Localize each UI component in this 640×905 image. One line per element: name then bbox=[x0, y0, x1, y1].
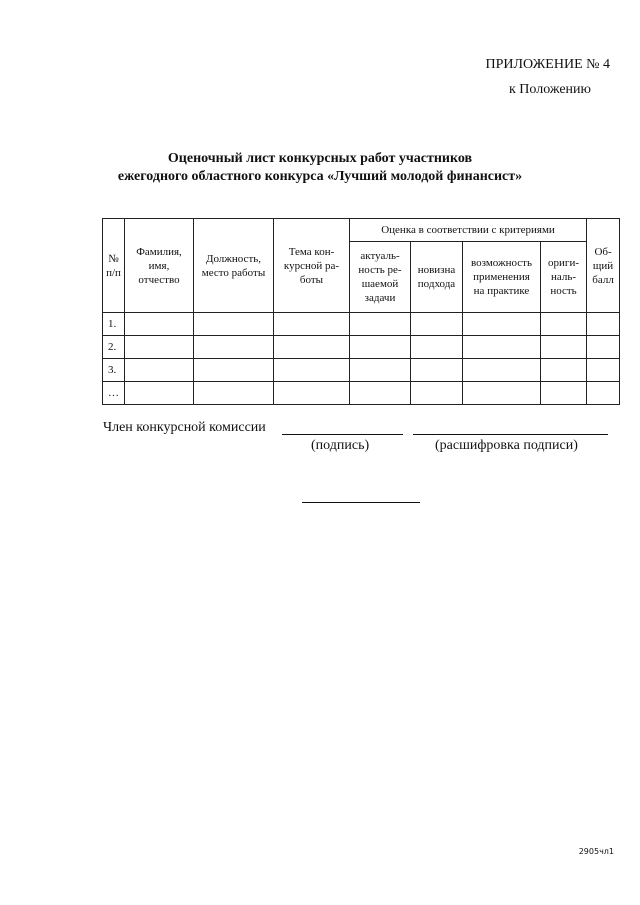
table-row bbox=[103, 382, 620, 405]
evaluation-table bbox=[102, 218, 620, 405]
cell-novelty bbox=[411, 313, 463, 336]
cell-relevance bbox=[350, 313, 411, 336]
document-code: 2905чл1 bbox=[578, 847, 614, 856]
cell-relevance bbox=[350, 359, 411, 382]
cell-originality bbox=[541, 359, 587, 382]
document-title bbox=[0, 150, 640, 186]
cell-total bbox=[587, 359, 620, 382]
cell-novelty bbox=[411, 382, 463, 405]
col-header-relevance: актуаль- ность ре- шаемой задачи bbox=[350, 242, 411, 313]
cell-total bbox=[587, 313, 620, 336]
row-number: … bbox=[103, 382, 125, 405]
cell-applicability bbox=[463, 313, 541, 336]
cell-fullname bbox=[125, 336, 194, 359]
col-header-number: № п/п bbox=[103, 219, 125, 313]
cell-novelty bbox=[411, 359, 463, 382]
table-row bbox=[103, 336, 620, 359]
cell-originality bbox=[541, 313, 587, 336]
cell-position bbox=[194, 313, 274, 336]
cell-position bbox=[194, 382, 274, 405]
cell-relevance bbox=[350, 382, 411, 405]
cell-fullname bbox=[125, 359, 194, 382]
cell-topic bbox=[274, 382, 350, 405]
cell-position bbox=[194, 336, 274, 359]
title-line-1: Оценочный лист конкурсных работ участников bbox=[167, 151, 473, 166]
cell-fullname bbox=[125, 313, 194, 336]
cell-applicability bbox=[463, 359, 541, 382]
signature-caption: (подпись) bbox=[311, 438, 370, 453]
row-number: 3. bbox=[103, 359, 125, 382]
col-header-position: Должность, место работы bbox=[194, 219, 274, 313]
cell-topic bbox=[274, 359, 350, 382]
cell-applicability bbox=[463, 382, 541, 405]
col-header-fullname: Фамилия, имя, отчество bbox=[125, 219, 194, 313]
title-line-2: ежегодного областного конкурса «Лучший молодой финансист» bbox=[117, 169, 523, 184]
cell-total bbox=[587, 382, 620, 405]
closing-rule bbox=[302, 502, 420, 503]
cell-applicability bbox=[463, 336, 541, 359]
signature-line bbox=[282, 434, 403, 435]
cell-fullname bbox=[125, 382, 194, 405]
decoding-line bbox=[413, 434, 608, 435]
col-header-originality: ориги- наль- ность bbox=[541, 242, 587, 313]
cell-topic bbox=[274, 336, 350, 359]
cell-topic bbox=[274, 313, 350, 336]
table-row bbox=[103, 313, 620, 336]
commission-member-label: Член конкурсной комиссии bbox=[103, 420, 266, 435]
cell-originality bbox=[541, 336, 587, 359]
decoding-caption: (расшифровка подписи) bbox=[435, 438, 578, 453]
col-header-topic: Тема кон- курсной ра- боты bbox=[274, 219, 350, 313]
appendix-number: ПРИЛОЖЕНИЕ № 4 bbox=[485, 57, 610, 72]
cell-novelty bbox=[411, 336, 463, 359]
col-header-applicability: возможность применения на практике bbox=[463, 242, 541, 313]
col-header-novelty: новизна подхода bbox=[411, 242, 463, 313]
row-number: 2. bbox=[103, 336, 125, 359]
table-row bbox=[103, 359, 620, 382]
cell-position bbox=[194, 359, 274, 382]
appendix-reference: к Положению bbox=[508, 82, 591, 97]
cell-total bbox=[587, 336, 620, 359]
row-number: 1. bbox=[103, 313, 125, 336]
col-header-total: Об- щий балл bbox=[587, 219, 620, 313]
cell-originality bbox=[541, 382, 587, 405]
cell-relevance bbox=[350, 336, 411, 359]
col-header-criteria-group: Оценка в соответствии с критериями bbox=[350, 219, 587, 242]
